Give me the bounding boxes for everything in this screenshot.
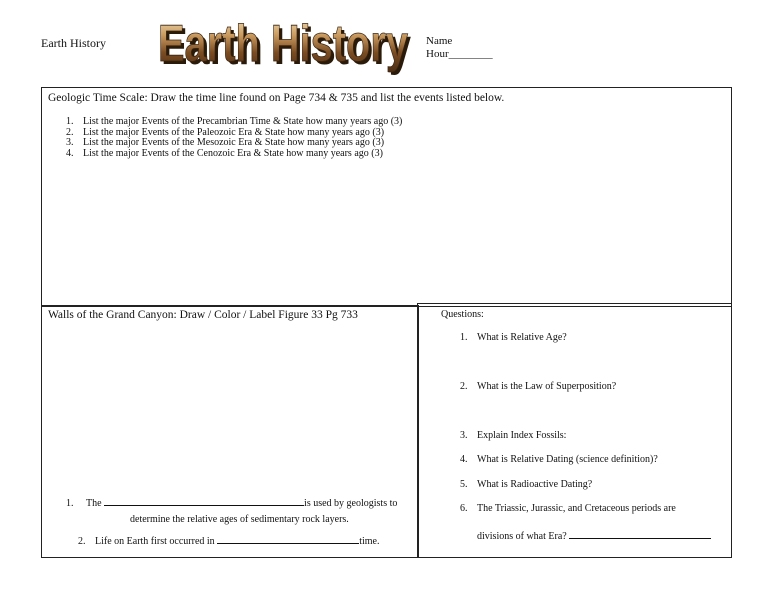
geologic-list [66, 117, 402, 159]
geologic-heading: Geologic Time Scale: Draw the time line found on Page 734 & 735 and list the events listed below. [48, 92, 505, 104]
list-item: 2. List the major Events of the Paleozoic Era & State how many years ago (3) [66, 126, 385, 138]
blank-line[interactable] [104, 495, 304, 506]
name-label: Name [426, 35, 453, 47]
canyon-heading: Walls of the Grand Canyon: Draw / Color / Label Figure 33 Pg 733 [48, 309, 358, 321]
earth-history-logo [153, 18, 415, 78]
logo-text: Earth History [158, 18, 409, 73]
list-item: 3. List the major Events of the Mesozoic Era & State how many years ago (3) [66, 137, 385, 148]
list-item: 4. List the major Events of the Cenozoic Era & State how many years ago (3) [66, 147, 383, 159]
blank-line[interactable] [569, 528, 711, 539]
small-title: Earth History [41, 36, 106, 50]
question-item: 4. What is Relative Dating (science definition)? [460, 454, 658, 465]
question-item: 3. Explain Index Fossils: [460, 430, 567, 441]
question-item: 2. What is the Law of Superposition? [460, 381, 617, 392]
hour-label: Hour________ [426, 48, 493, 60]
questions-heading: Questions: [441, 309, 484, 320]
question-6-line2: divisions of what Era? [477, 528, 711, 542]
logo-shadow: Earth History [161, 18, 412, 76]
name-block [426, 35, 493, 61]
list-item: 1. List the major Events of the Precambrian Time & State how many years ago (3) [66, 116, 403, 127]
blank-line[interactable] [217, 533, 359, 544]
fill-in-1: 1. The is used by geologists to [66, 495, 397, 509]
fill-in-2: 2. Life on Earth first occurred in time. [78, 533, 379, 547]
question-item: 5. What is Radioactive Dating? [460, 479, 593, 490]
question-item: 1. What is Relative Age? [460, 332, 567, 343]
fill-in-1-line2: determine the relative ages of sedimentary rock layers. [130, 514, 349, 525]
question-item: 6. The Triassic, Jurassic, and Cretaceous periods are [460, 503, 676, 514]
